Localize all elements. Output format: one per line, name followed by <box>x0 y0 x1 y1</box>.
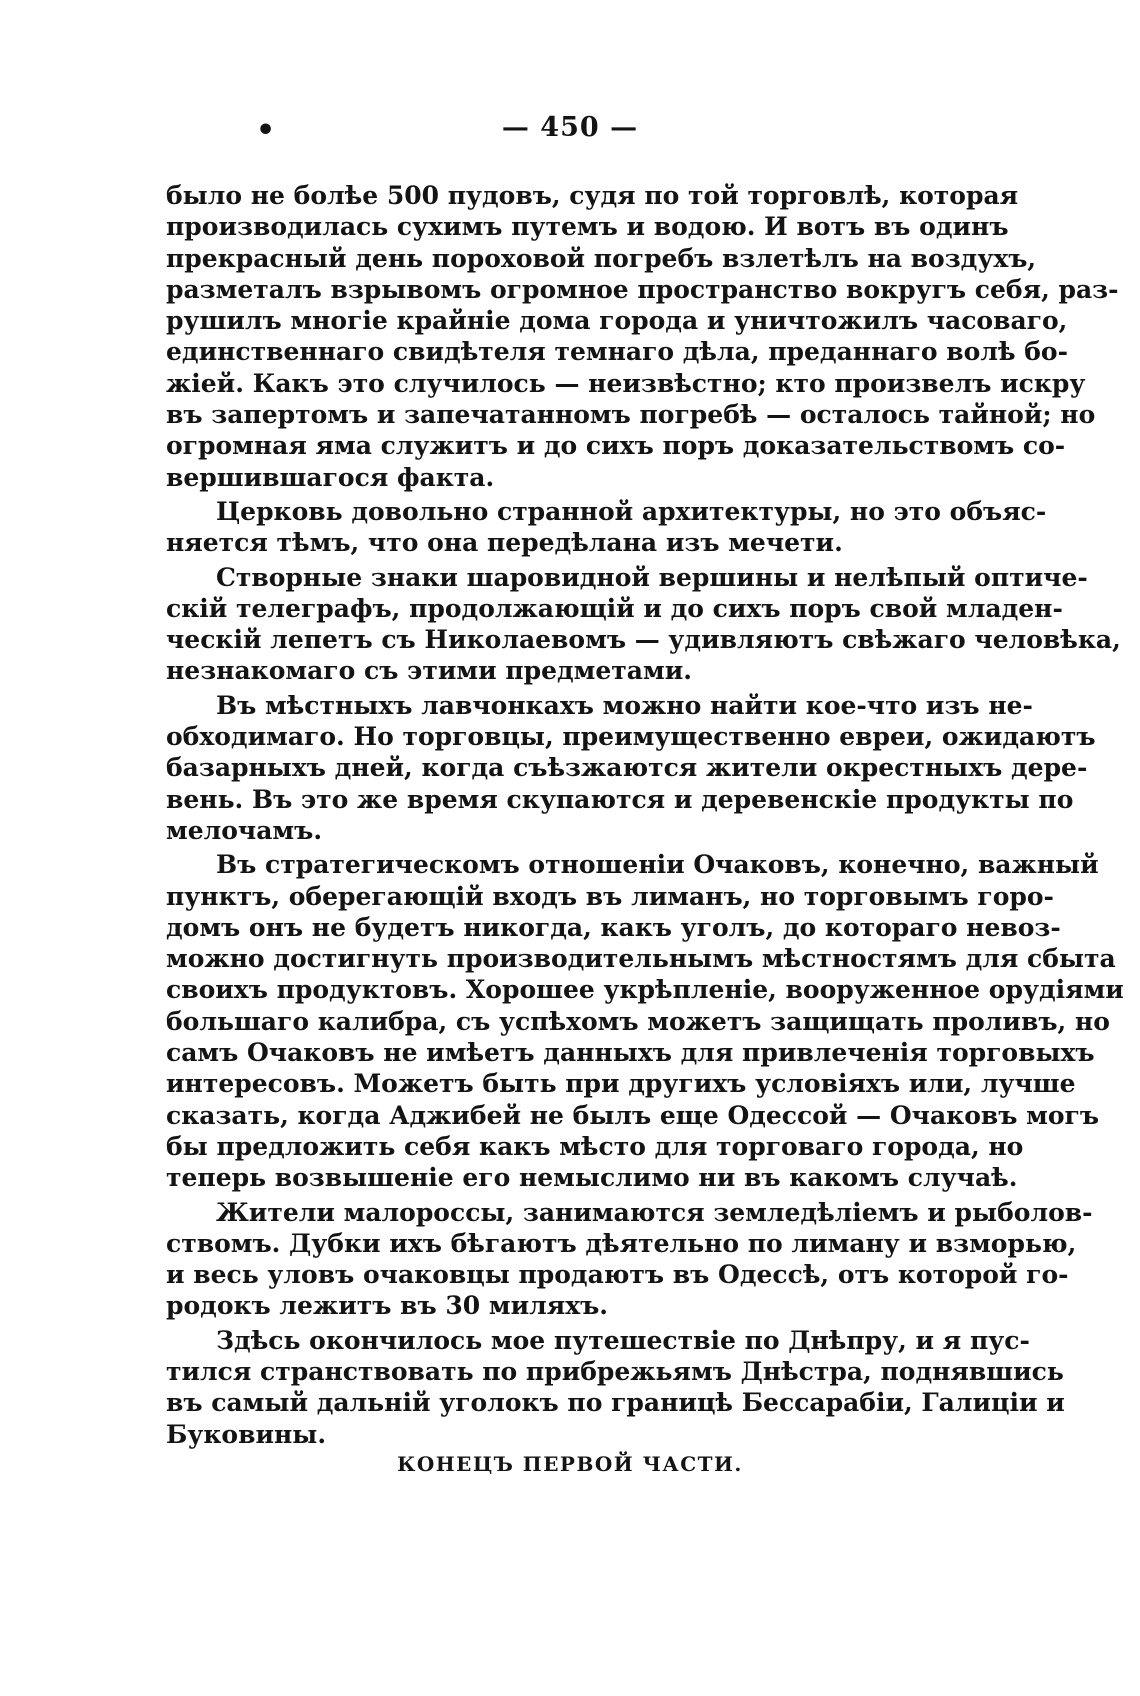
part-ending-caption: КОНЕЦЪ ПЕРВОЙ ЧАСТИ. <box>397 1452 743 1476</box>
text-line: своихъ продуктовъ. Хорошее укрѣпленіе, вооруженное орудіями <box>166 975 1124 1005</box>
text-line: базарныхъ дней, когда съѣзжаются жители окрестныхъ дере- <box>166 753 1088 783</box>
text-line: незнакомаго съ этими предметами. <box>166 656 692 686</box>
text-line: теперь возвышеніе его немыслимо ни въ какомъ случаѣ. <box>166 1163 1018 1193</box>
paragraph <box>166 496 1047 559</box>
text-line: мелочамъ. <box>166 815 323 845</box>
text-line: большаго калибра, съ успѣхомъ можетъ защищать проливъ, но <box>166 1006 1110 1036</box>
text-line: Здѣсь окончилось мое путешествіе по Днѣпру, и я пус- <box>216 1325 1030 1355</box>
text-line: вершившагося факта. <box>166 462 495 492</box>
paragraph <box>166 1197 1093 1322</box>
body-text <box>166 180 1124 1453</box>
text-line: Жители малороссы, занимаются земледѣліемъ и рыболов- <box>216 1197 1093 1227</box>
text-line: Буковины. <box>166 1419 327 1449</box>
text-line: родокъ лежитъ въ 30 миляхъ. <box>166 1291 609 1321</box>
text-line: и весь уловъ очаковцы продаютъ въ Одессѣ, отъ которой го- <box>166 1260 1069 1290</box>
paragraph <box>166 562 1121 687</box>
text-line: можно достигнуть производительнымъ мѣстностямъ для сбыта <box>166 944 1116 974</box>
text-line: обходимаго. Но торговцы, преимущественно евреи, ожидаютъ <box>166 722 1096 752</box>
text-line: сказать, когда Аджибей не былъ еще Одессой — Очаковъ могъ <box>166 1100 1100 1130</box>
text-line: Створные знаки шаровидной вершины и нелѣпый оптиче- <box>216 562 1088 592</box>
text-line: домъ онъ не будетъ никогда, какъ уголъ, до котораго невоз- <box>166 912 1061 942</box>
text-line: производилась сухимъ путемъ и водою. И вотъ въ одинъ <box>166 212 1009 242</box>
text-line: бы предложить себя какъ мѣсто для торговаго города, но <box>166 1131 1024 1161</box>
paragraph <box>166 1325 1065 1450</box>
text-line: рушилъ многіе крайніе дома города и уничтожилъ часоваго, <box>166 306 1068 336</box>
text-line: тился странствовать по прибрежьямъ Днѣстра, поднявшись <box>166 1356 1064 1386</box>
text-line: жіей. Какъ это случилось — неизвѣстно; кто произвелъ искру <box>166 368 1086 398</box>
text-line: пунктъ, оберегающій входъ въ лиманъ, но торговымъ горо- <box>166 881 1054 911</box>
page-number: — 450 — <box>501 112 639 143</box>
text-line: самъ Очаковъ не имѣетъ данныхъ для привлеченія торговыхъ <box>166 1038 1095 1068</box>
text-line: единственнаго свидѣтеля темнаго дѣла, преданнаго волѣ бо- <box>166 337 1068 367</box>
text-line: ствомъ. Дубки ихъ бѣгаютъ дѣятельно по лиману и взморью, <box>166 1228 1077 1258</box>
text-line: разметалъ взрывомъ огромное пространство вокругъ себя, раз- <box>166 274 1119 304</box>
text-line: няется тѣмъ, что она передѣлана изъ мечети. <box>166 528 843 558</box>
margin-mark: • <box>256 113 276 148</box>
text-line: вень. Въ это же время скупаются и деревенскіе продукты по <box>166 784 1074 814</box>
paragraph <box>166 180 1119 493</box>
text-line: ческій лепетъ съ Николаевомъ — удивляютъ свѣжаго человѣка, <box>166 625 1121 655</box>
text-line: Въ мѣстныхъ лавчонкахъ можно найти кое-что изъ не- <box>216 690 1033 720</box>
text-line: огромная яма служитъ и до сихъ поръ доказательствомъ со- <box>166 431 1066 461</box>
text-line: было не болѣе 500 пудовъ, судя по той торговлѣ, которая <box>166 181 1019 210</box>
paragraph <box>166 849 1124 1193</box>
paragraph <box>166 690 1096 846</box>
text-line: Въ стратегическомъ отношеніи Очаковъ, конечно, важный <box>216 850 1099 880</box>
text-line: въ запертомъ и запечатанномъ погребѣ — осталось тайной; но <box>166 400 1096 430</box>
text-line: прекрасный день пороховой погребъ взлетѣлъ на воздухъ, <box>166 243 1037 273</box>
text-line: скій телеграфъ, продолжающій и до сихъ поръ свой младен- <box>166 593 1063 623</box>
text-line: Церковь довольно странной архитектуры, но это объяс- <box>216 496 1047 526</box>
text-line: въ самый дальній уголокъ по границѣ Бессарабіи, Галиціи и <box>166 1388 1065 1418</box>
text-line: интересовъ. Можетъ быть при другихъ условіяхъ или, лучше <box>166 1069 1076 1099</box>
